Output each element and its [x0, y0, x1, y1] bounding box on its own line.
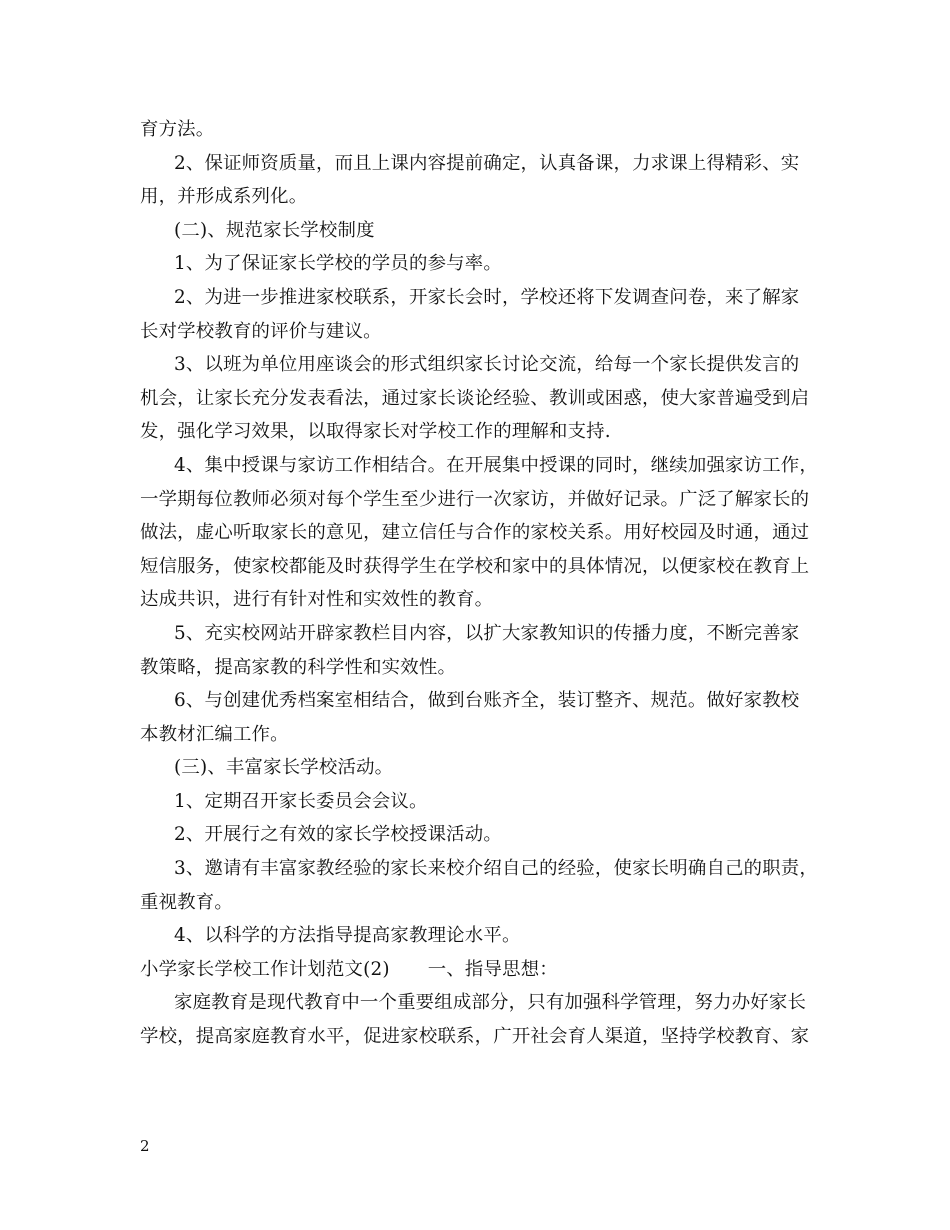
text-line: 5、充实校网站开辟家教栏目内容，以扩大家教知识的传播力度，不断完善家: [174, 622, 800, 644]
text-line: 达成共识，进行有针对性和实效性的教育。: [140, 589, 494, 611]
text-line: 2、保证师资质量，而且上课内容提前确定，认真备课，力求课上得精彩、实: [174, 152, 800, 174]
text-line: 3、邀请有丰富家教经验的家长来校介绍自己的经验，使家长明确自己的职责，: [174, 858, 818, 880]
text-line: 2、开展行之有效的家长学校授课活动。: [174, 824, 502, 846]
text-line: 育方法。: [140, 119, 215, 140]
text-line: 用，并形成系列化。: [140, 186, 308, 208]
article-subheading: 一、指导思想：: [427, 958, 558, 980]
section-heading: (三)、丰富家长学校活动。: [174, 757, 394, 779]
article-title: 小学家长学校工作计划范文(2): [140, 958, 390, 980]
text-line: 教策略，提高家教的科学性和实效性。: [140, 656, 457, 678]
text-line: 重视教育。: [140, 891, 233, 913]
text-line: 一学期每位教师必须对每个学生至少进行一次家访，并做好记录。广泛了解家长的: [140, 488, 810, 510]
text-line: 发，强化学习效果，以取得家长对学校工作的理解和支持.: [140, 421, 611, 443]
text-line: 4、集中授课与家访工作相结合。在开展集中授课的同时，继续加强家访工作，: [174, 454, 818, 476]
text-line: 1、定期召开家长委员会会议。: [174, 790, 428, 812]
text-line: 2、为进一步推进家校联系，开家长会时，学校还将下发调查问卷，来了解家: [174, 286, 800, 308]
text-line: 做法，虚心听取家长的意见，建立信任与合作的家校关系。用好校园及时通，通过: [140, 522, 810, 544]
text-line: 长对学校教育的评价与建议。: [140, 320, 382, 342]
text-line: 学校，提高家庭教育水平，促进家校联系，广开社会育人渠道，坚持学校教育、家: [140, 1026, 810, 1048]
text-line: 6、与创建优秀档案室相结合，做到台账齐全，装订整齐、规范。做好家教校: [174, 690, 800, 712]
text-line: 4、以科学的方法指导提高家教理论水平。: [174, 925, 521, 947]
text-line: 家庭教育是现代教育中一个重要组成部分，只有加强科学管理，努力办好家长: [174, 992, 807, 1014]
article-heading: [140, 953, 830, 987]
text-line: 3、以班为单位用座谈会的形式组织家长讨论交流，给每一个家长提供发言的: [174, 354, 800, 376]
text-line: 短信服务，使家校都能及时获得学生在学校和家中的具体情况，以便家校在教育上: [140, 555, 810, 577]
page-number: 2: [140, 1137, 150, 1155]
text-line: 本教材汇编工作。: [140, 723, 289, 745]
text-line: 机会，让家长充分发表看法，通过家长谈论经验、教训或困惑，使大家普遍受到启: [140, 387, 810, 409]
section-heading: (二)、规范家长学校制度: [174, 219, 375, 241]
document-body: [140, 113, 830, 1054]
text-line: 1、为了保证家长学校的学员的参与率。: [174, 253, 502, 275]
